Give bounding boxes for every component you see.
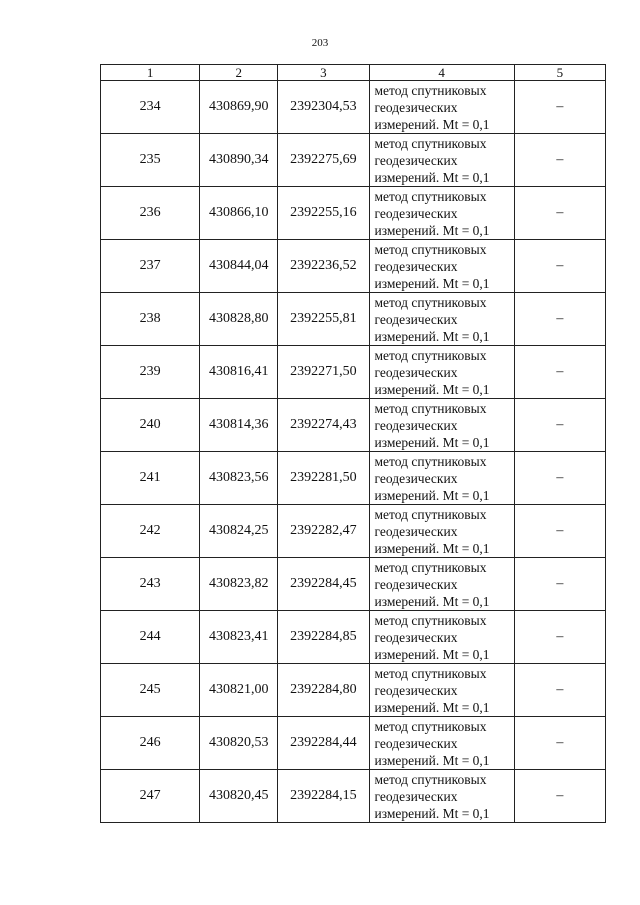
method-line: геодезических: [374, 417, 458, 433]
method-line: измерений. Mt = 0,1: [374, 434, 490, 450]
method-cell: [369, 81, 514, 134]
method-line: метод спутниковых: [374, 453, 487, 469]
column-5-cell: –: [514, 770, 605, 823]
point-number-cell: 238: [101, 293, 200, 346]
point-number-cell: 235: [101, 134, 200, 187]
method-line: измерений. Mt = 0,1: [374, 805, 490, 821]
y-coordinate-cell: 2392255,16: [278, 187, 369, 240]
method-cell: [369, 293, 514, 346]
method-line: геодезических: [374, 364, 458, 380]
x-coordinate-cell: 430823,41: [200, 611, 278, 664]
method-cell: [369, 505, 514, 558]
method-line: геодезических: [374, 735, 458, 751]
y-coordinate-cell: 2392304,53: [278, 81, 369, 134]
method-cell: [369, 558, 514, 611]
point-number-cell: 234: [101, 81, 200, 134]
y-coordinate-cell: 2392284,85: [278, 611, 369, 664]
method-line: геодезических: [374, 152, 458, 168]
table-header-row: [101, 65, 606, 81]
point-number-cell: 245: [101, 664, 200, 717]
table-row: [101, 505, 606, 558]
method-line: геодезических: [374, 788, 458, 804]
method-cell: [369, 399, 514, 452]
method-line: метод спутниковых: [374, 718, 487, 734]
method-line: измерений. Mt = 0,1: [374, 169, 490, 185]
column-5-cell: –: [514, 505, 605, 558]
method-line: измерений. Mt = 0,1: [374, 699, 490, 715]
table-row: [101, 611, 606, 664]
point-number-cell: 246: [101, 717, 200, 770]
method-line: геодезических: [374, 99, 458, 115]
column-header-2: 2: [200, 65, 278, 81]
method-line: измерений. Mt = 0,1: [374, 752, 490, 768]
column-header-4: 4: [369, 65, 514, 81]
method-cell: [369, 134, 514, 187]
point-number-cell: 239: [101, 346, 200, 399]
method-cell: [369, 770, 514, 823]
y-coordinate-cell: 2392282,47: [278, 505, 369, 558]
method-cell: [369, 611, 514, 664]
method-line: метод спутниковых: [374, 241, 487, 257]
method-line: метод спутниковых: [374, 612, 487, 628]
method-line: измерений. Mt = 0,1: [374, 328, 490, 344]
x-coordinate-cell: 430821,00: [200, 664, 278, 717]
method-line: метод спутниковых: [374, 665, 487, 681]
method-line: метод спутниковых: [374, 771, 487, 787]
method-line: метод спутниковых: [374, 400, 487, 416]
column-5-cell: –: [514, 134, 605, 187]
method-cell: [369, 187, 514, 240]
table-row: [101, 346, 606, 399]
column-5-cell: –: [514, 293, 605, 346]
x-coordinate-cell: 430828,80: [200, 293, 278, 346]
method-line: метод спутниковых: [374, 135, 487, 151]
y-coordinate-cell: 2392271,50: [278, 346, 369, 399]
method-line: измерений. Mt = 0,1: [374, 275, 490, 291]
y-coordinate-cell: 2392274,43: [278, 399, 369, 452]
column-header-3: 3: [278, 65, 369, 81]
table-row: [101, 81, 606, 134]
point-number-cell: 236: [101, 187, 200, 240]
method-line: геодезических: [374, 205, 458, 221]
y-coordinate-cell: 2392281,50: [278, 452, 369, 505]
method-line: геодезических: [374, 523, 458, 539]
x-coordinate-cell: 430890,34: [200, 134, 278, 187]
point-number-cell: 240: [101, 399, 200, 452]
column-5-cell: –: [514, 187, 605, 240]
point-number-cell: 242: [101, 505, 200, 558]
page-number: 203: [311, 37, 329, 49]
column-5-cell: –: [514, 346, 605, 399]
x-coordinate-cell: 430820,53: [200, 717, 278, 770]
table-row: [101, 664, 606, 717]
table-row: [101, 134, 606, 187]
x-coordinate-cell: 430823,82: [200, 558, 278, 611]
method-line: измерений. Mt = 0,1: [374, 116, 490, 132]
column-5-cell: –: [514, 558, 605, 611]
y-coordinate-cell: 2392284,45: [278, 558, 369, 611]
column-5-cell: –: [514, 717, 605, 770]
method-line: измерений. Mt = 0,1: [374, 222, 490, 238]
point-number-cell: 237: [101, 240, 200, 293]
y-coordinate-cell: 2392284,15: [278, 770, 369, 823]
table-row: [101, 399, 606, 452]
method-line: метод спутниковых: [374, 188, 487, 204]
coordinates-table: [100, 64, 606, 823]
method-line: метод спутниковых: [374, 347, 487, 363]
method-line: метод спутниковых: [374, 559, 487, 575]
x-coordinate-cell: 430816,41: [200, 346, 278, 399]
method-line: геодезических: [374, 470, 458, 486]
y-coordinate-cell: 2392275,69: [278, 134, 369, 187]
column-5-cell: –: [514, 611, 605, 664]
method-cell: [369, 452, 514, 505]
x-coordinate-cell: 430814,36: [200, 399, 278, 452]
method-line: измерений. Mt = 0,1: [374, 646, 490, 662]
method-line: геодезических: [374, 629, 458, 645]
x-coordinate-cell: 430823,56: [200, 452, 278, 505]
column-5-cell: –: [514, 81, 605, 134]
method-cell: [369, 240, 514, 293]
method-cell: [369, 717, 514, 770]
column-5-cell: –: [514, 399, 605, 452]
column-5-cell: –: [514, 664, 605, 717]
point-number-cell: 243: [101, 558, 200, 611]
method-cell: [369, 664, 514, 717]
y-coordinate-cell: 2392255,81: [278, 293, 369, 346]
method-line: измерений. Mt = 0,1: [374, 487, 490, 503]
method-line: геодезических: [374, 311, 458, 327]
method-line: измерений. Mt = 0,1: [374, 381, 490, 397]
table-body: [101, 81, 606, 823]
method-line: геодезических: [374, 258, 458, 274]
table-row: [101, 293, 606, 346]
x-coordinate-cell: 430824,25: [200, 505, 278, 558]
y-coordinate-cell: 2392236,52: [278, 240, 369, 293]
x-coordinate-cell: 430844,04: [200, 240, 278, 293]
method-line: измерений. Mt = 0,1: [374, 540, 490, 556]
table-row: [101, 240, 606, 293]
column-header-5: 5: [514, 65, 605, 81]
table-row: [101, 187, 606, 240]
method-line: геодезических: [374, 682, 458, 698]
point-number-cell: 247: [101, 770, 200, 823]
y-coordinate-cell: 2392284,44: [278, 717, 369, 770]
point-number-cell: 241: [101, 452, 200, 505]
method-cell: [369, 346, 514, 399]
method-line: метод спутниковых: [374, 506, 487, 522]
table-row: [101, 717, 606, 770]
y-coordinate-cell: 2392284,80: [278, 664, 369, 717]
table-row: [101, 558, 606, 611]
column-5-cell: –: [514, 240, 605, 293]
column-header-1: 1: [101, 65, 200, 81]
method-line: измерений. Mt = 0,1: [374, 593, 490, 609]
table-row: [101, 452, 606, 505]
method-line: метод спутниковых: [374, 82, 487, 98]
point-number-cell: 244: [101, 611, 200, 664]
method-line: метод спутниковых: [374, 294, 487, 310]
x-coordinate-cell: 430820,45: [200, 770, 278, 823]
method-line: геодезических: [374, 576, 458, 592]
x-coordinate-cell: 430869,90: [200, 81, 278, 134]
column-5-cell: –: [514, 452, 605, 505]
x-coordinate-cell: 430866,10: [200, 187, 278, 240]
table-row: [101, 770, 606, 823]
